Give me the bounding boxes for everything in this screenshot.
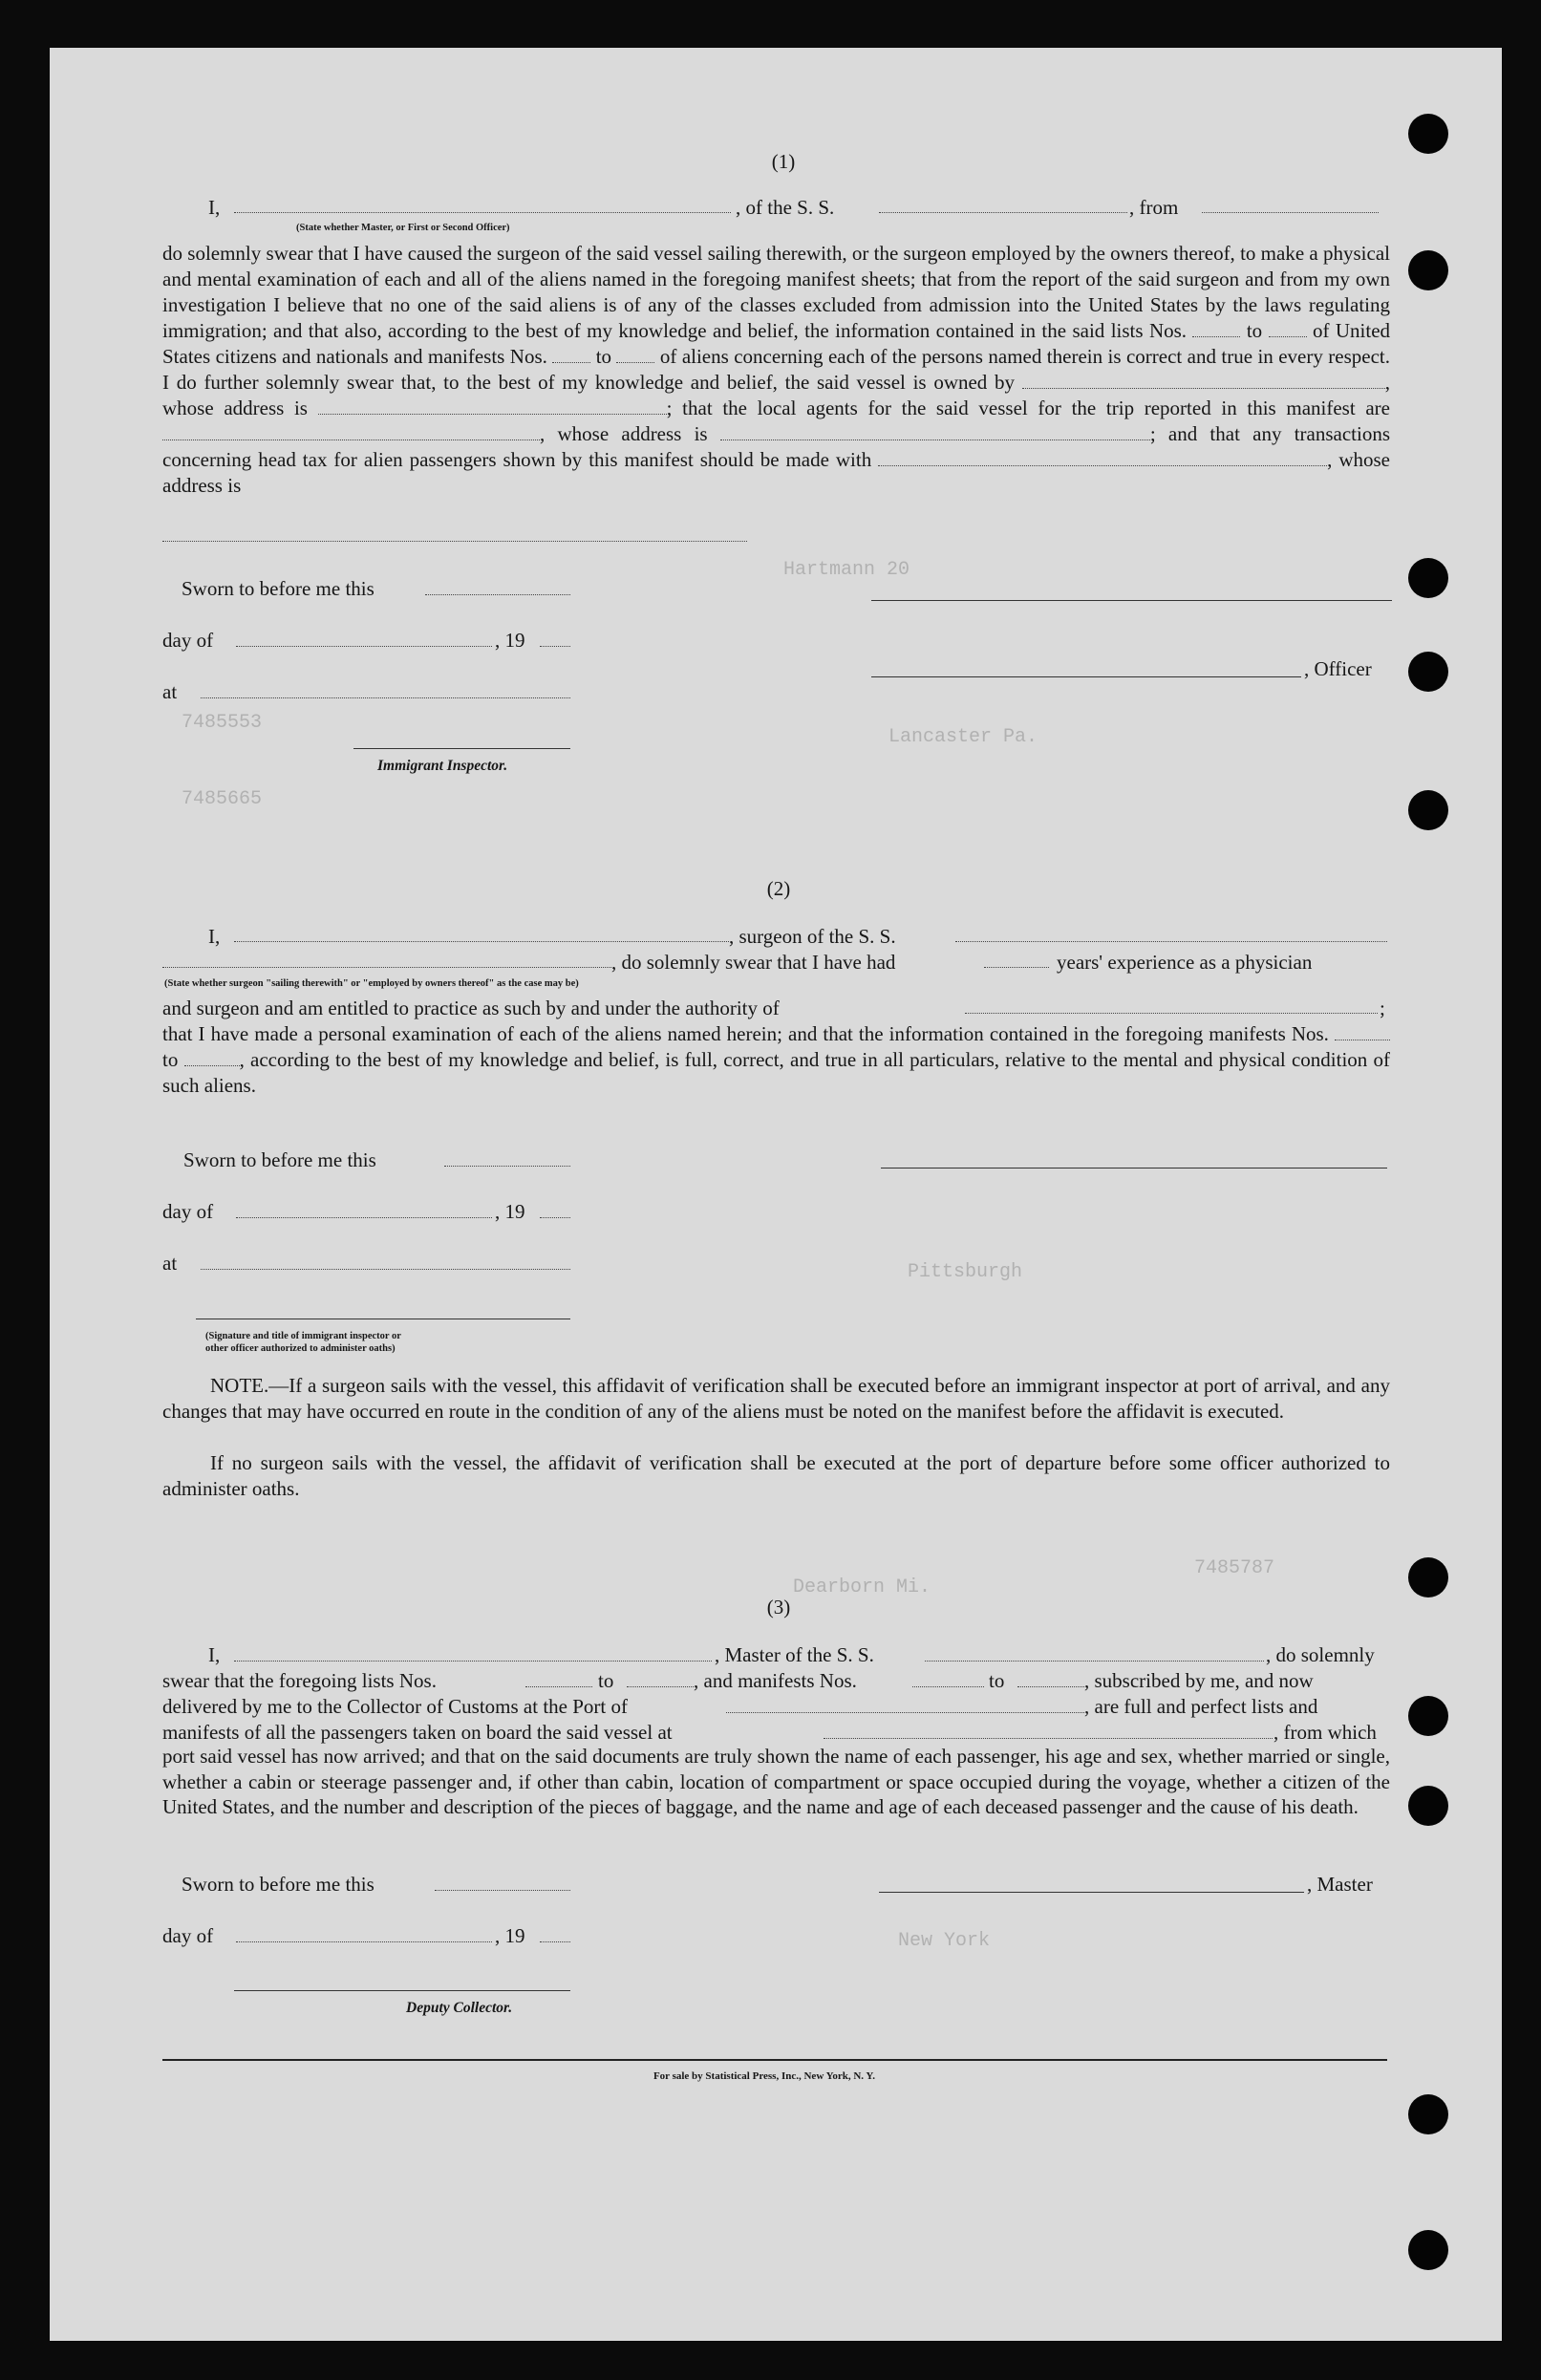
s3-year-label: , 19 — [495, 1924, 525, 1947]
citizen-lists-from-field[interactable] — [1192, 319, 1240, 337]
s1-at-label: at — [162, 680, 178, 703]
surgeon-signature-line[interactable] — [881, 1168, 1387, 1169]
s3-full-perfect-label: , are full and perfect lists and — [1084, 1695, 1318, 1718]
s2-oath-text-2: , according to the best of my knowledge and belief, is full, correct, and true in all particulars, relative to the mental and physical condition of such aliens. — [162, 1048, 1390, 1097]
note-paragraph-2: If no surgeon sails with the vessel, the affidavit of verification shall be executed at the port of departure before some officer authorized to administer oaths. — [162, 1451, 1390, 1500]
s2-oath-text-1: that I have made a personal examination of each of the aliens named herein; and that the information contained in the foregoing manifests Nos. — [162, 1022, 1329, 1045]
s3-passengers-label: manifests of all the passengers taken on board the said vessel at — [162, 1721, 673, 1744]
s1-to-label-1: to — [1246, 319, 1263, 342]
s3-year-field[interactable] — [540, 1941, 570, 1942]
port-of-arrival-field[interactable] — [726, 1712, 1084, 1713]
s3-oath-paragraph: port said vessel has now arrived; and that on the said documents are truly shown the name of each passenger, his age and sex, whether married or single, whether a cabin or steerage passenger and, if other than cabin, location of compartment or space occupied during the voyage, whether a citizen of the United States, and the number and description of the pieces of baggage, and the name and age of each deceased passenger and the cause of his death. — [162, 1745, 1390, 1818]
s3-vessel-name-field[interactable] — [925, 1661, 1264, 1662]
s1-sworn-date-field[interactable] — [425, 594, 570, 595]
s3-master-of-label: , Master of the S. S. — [715, 1643, 874, 1666]
punch-hole — [1408, 114, 1448, 154]
punch-hole — [1408, 558, 1448, 598]
s2-oath-paragraph — [162, 1021, 1390, 1099]
s3-month-field[interactable] — [236, 1941, 492, 1942]
officer-role-field[interactable] — [234, 212, 731, 213]
s3-lists-from-field[interactable] — [525, 1686, 592, 1687]
signature-caption-line-2: other officer authorized to administer oaths) — [205, 1343, 396, 1354]
footer-rule — [162, 2059, 1387, 2061]
bleed-through-text: Hartmann 20 — [783, 559, 910, 581]
s1-of-ss-label: , of the S. S. — [736, 196, 835, 219]
head-tax-party-field[interactable] — [878, 448, 1327, 466]
s1-sworn-label: Sworn to before me this — [182, 577, 375, 600]
s2-i-label: I, — [208, 925, 221, 948]
owner-address-field[interactable] — [318, 397, 667, 415]
bleed-through-text: 7485665 — [182, 788, 263, 810]
bleed-through-text: Lancaster Pa. — [888, 726, 1038, 748]
s2-sworn-date-field[interactable] — [444, 1166, 570, 1167]
bleed-through-text: 7485553 — [182, 712, 263, 734]
surgeon-status-caption: (State whether surgeon "sailing therewith" or "employed by owners thereof" as the case may be) — [164, 978, 579, 989]
s1-oath-text-2: of United States citizens and nationals and manifests Nos. — [162, 319, 1391, 368]
citizen-lists-to-field[interactable] — [1269, 319, 1307, 337]
s2-surgeon-of-label: , surgeon of the S. S. — [729, 925, 896, 948]
officer-role-caption: (State whether Master, or First or Second Officer) — [296, 223, 510, 233]
master-name-field[interactable] — [234, 1661, 712, 1662]
punch-hole — [1408, 2230, 1448, 2270]
punch-hole — [1408, 1786, 1448, 1826]
s3-solemnly-label: , do solemnly — [1266, 1643, 1375, 1666]
practice-authority-field[interactable] — [965, 1013, 1378, 1014]
s3-to-label-1: to — [598, 1669, 614, 1692]
s2-sworn-label: Sworn to before me this — [183, 1148, 376, 1171]
section-3-number: (3) — [766, 1596, 791, 1619]
years-experience-field[interactable] — [984, 967, 1049, 968]
s3-lists-to-field[interactable] — [627, 1686, 694, 1687]
agents-address-field[interactable] — [720, 422, 1150, 440]
s1-i-label: I, — [208, 196, 221, 219]
s1-local-agents-label: that the local agents for the said vessel for the trip reported in this manifest are — [682, 397, 1390, 419]
s1-to-label-2: to — [595, 345, 612, 368]
s3-master-label: , Master — [1307, 1873, 1373, 1896]
officer-name-line[interactable] — [871, 676, 1301, 677]
s1-officer-label: , Officer — [1304, 657, 1372, 680]
s1-month-field[interactable] — [236, 646, 492, 647]
s1-year-label: , 19 — [495, 629, 525, 652]
s1-year-field[interactable] — [540, 646, 570, 647]
s2-place-field[interactable] — [201, 1269, 570, 1270]
punch-hole — [1408, 1696, 1448, 1736]
s3-subscribed-label: , subscribed by me, and now — [1084, 1669, 1314, 1692]
section-1-number: (1) — [771, 150, 796, 173]
s2-manifests-to-field[interactable] — [184, 1048, 240, 1066]
section-2-number: (2) — [766, 877, 791, 900]
s1-oath-text-3: of aliens concerning each of the persons named therein is correct and true in every respect. I do further solemnly swear that, to the best of my knowledge and belief, the said vessel is owned by — [162, 345, 1390, 394]
punch-hole — [1408, 652, 1448, 692]
punch-hole — [1408, 790, 1448, 830]
s3-lists-label: swear that the foregoing lists Nos. — [162, 1669, 437, 1692]
s2-swear-label: , do solemnly swear that I have had — [611, 951, 896, 974]
s3-sworn-date-field[interactable] — [435, 1890, 570, 1891]
s1-oath-paragraph: do solemnly swear that I have caused the surgeon of the said vessel sailing therewith, or the surgeon employed by the owners thereof, to make a physical and mental examination of each and all of the aliens named in the foregoing manifest sheets; that from the report of the said surgeon and from my own investigation I believe that no one of the said aliens is of any of the classes excluded from admission into the United States by the laws regulating immigration; and that also, according to the best of my knowledge and belief, the information contained in the said lists Nos. to of United States citizens and nationals and manifests Nos. to of aliens concerning each of the persons named therein is correct and true in every respect. I do further solemnly swear that, to the best of my knowledge and belief, the said vessel is owned by , whose address is ; that the local agents for the said vessel for the trip reported in this manifest are , whose address is ; and that any transactions concerning head tax for alien passengers shown by this manifest should be made with , whose address is — [162, 242, 1391, 497]
s2-vessel-name-field[interactable] — [955, 941, 1387, 942]
s2-year-field[interactable] — [540, 1217, 570, 1218]
s2-year-label: , 19 — [495, 1200, 525, 1223]
deputy-collector-signature-line[interactable] — [234, 1990, 570, 1991]
s1-head-tax-text: ; and that any transactions concerning head tax for alien passengers shown by this manifest should be made with — [162, 422, 1391, 471]
s3-manifests-to-field[interactable] — [1017, 1686, 1084, 1687]
punch-hole — [1408, 250, 1448, 290]
s1-place-field[interactable] — [201, 697, 570, 698]
signature-caption-line-1: (Signature and title of immigrant inspector or — [205, 1331, 401, 1341]
s3-delivered-label: delivered by me to the Collector of Customs at the Port of — [162, 1695, 628, 1718]
s2-manifests-from-field[interactable] — [1335, 1022, 1390, 1040]
printer-imprint: For sale by Statistical Press, Inc., New York, N. Y. — [653, 2070, 876, 2082]
head-tax-address-field[interactable] — [162, 541, 747, 542]
vessel-owner-field[interactable] — [1022, 371, 1385, 389]
s3-i-label: I, — [208, 1643, 221, 1666]
s1-from-port-field[interactable] — [1202, 212, 1379, 213]
surgeon-status-field[interactable] — [162, 967, 611, 968]
s3-day-of-label: day of — [162, 1924, 214, 1947]
s3-sworn-label: Sworn to before me this — [182, 1873, 375, 1896]
local-agents-field[interactable] — [162, 422, 540, 440]
s2-at-label: at — [162, 1252, 178, 1275]
s2-entitled-label: and surgeon and am entitled to practice as such by and under the authority of — [162, 997, 780, 1019]
s3-from-which-label: , from which — [1273, 1721, 1377, 1744]
s1-from-label: , from — [1129, 196, 1179, 219]
bleed-through-text: Pittsburgh — [908, 1261, 1023, 1283]
inspector-signature-line[interactable] — [353, 748, 570, 749]
s1-vessel-name-field[interactable] — [879, 212, 1127, 213]
port-of-embarkation-field[interactable] — [824, 1738, 1273, 1739]
s3-manifests-from-field[interactable] — [912, 1686, 984, 1687]
master-signature-line[interactable] — [879, 1892, 1304, 1893]
s1-oath-text-1: do solemnly swear that I have caused the surgeon of the said vessel sailing therewith, or the surgeon employed by the owners thereof, to make a physical and mental examination of each and all of the aliens named in the foregoing manifest sheets; that from the report of the said surgeon and from my own investigation I believe that no one of the said aliens is of any of the classes excluded from admission into the United States by the laws regulating immigration; and that also, according to the best of my knowledge and belief, the information contained in the said lists Nos. — [162, 242, 1390, 342]
s1-agents-address-label: whose address is — [557, 422, 708, 445]
punch-hole — [1408, 1557, 1448, 1597]
surgeon-name-field[interactable] — [234, 941, 729, 942]
punch-hole — [1408, 2094, 1448, 2134]
s1-owner-address-label: , whose address is — [162, 371, 1391, 419]
s2-years-label: years' experience as a physician — [1057, 951, 1313, 974]
deputy-collector-caption: Deputy Collector. — [406, 2000, 513, 2016]
s1-head-tax-address-label: , whose address is — [162, 448, 1391, 497]
immigrant-inspector-caption: Immigrant Inspector. — [377, 758, 508, 774]
s1-day-of-label: day of — [162, 629, 214, 652]
s2-to-label: to — [162, 1048, 179, 1071]
s2-month-field[interactable] — [236, 1217, 492, 1218]
s2-semicolon: ; — [1380, 997, 1385, 1019]
alien-manifests-to-field[interactable] — [616, 345, 654, 363]
bleed-through-text: New York — [898, 1930, 991, 1952]
s3-to-label-2: to — [989, 1669, 1005, 1692]
officer-signature-line[interactable] — [871, 600, 1392, 601]
bleed-through-text: 7485787 — [1194, 1557, 1275, 1579]
alien-manifests-from-field[interactable] — [552, 345, 590, 363]
s2-day-of-label: day of — [162, 1200, 214, 1223]
note-paragraph-1: NOTE.—If a surgeon sails with the vessel, this affidavit of verification shall be executed before an immigrant inspector at port of arrival, and any changes that may have occurred en route in the condition of any of the aliens must be noted on the manifest before the affidavit is executed. — [162, 1374, 1390, 1423]
s3-manifests-label: , and manifests Nos. — [694, 1669, 857, 1692]
bleed-through-text: Dearborn Mi. — [793, 1576, 931, 1598]
